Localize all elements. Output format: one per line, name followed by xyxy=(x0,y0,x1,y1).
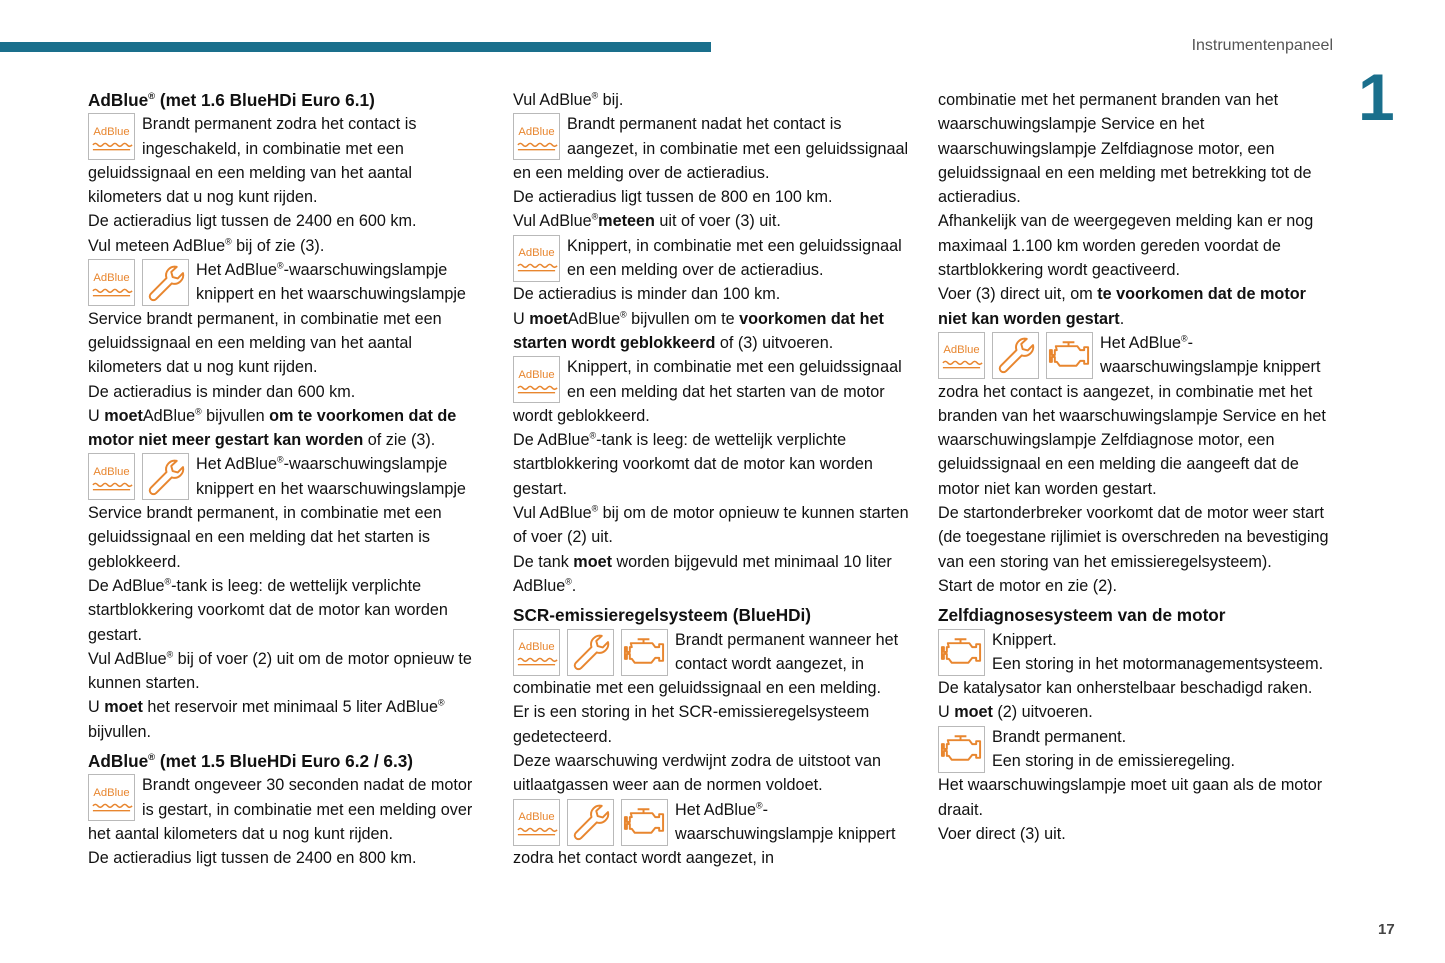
text-run: (met 1.5 BlueHDi Euro 6.2 / 6.3) xyxy=(155,751,414,772)
text-run: -tank is leeg: de wettelijk verplichte startblokkering voorkomt dat de motor kan worden gestart. xyxy=(513,431,873,498)
text-run: (2) uitvoeren. xyxy=(992,703,1093,722)
text-run: De actieradius is minder dan 600 km. xyxy=(88,382,356,401)
registered-mark: ® xyxy=(1181,333,1188,344)
bold-text: om te voorkomen dat de motor niet meer gestart kan worden xyxy=(88,406,457,450)
text-run: De actieradius is minder dan 100 km. xyxy=(513,285,781,304)
text-run: bij of voer (2) uit om de motor opnieuw te kunnen starten. xyxy=(88,649,472,693)
registered-mark: ® xyxy=(620,309,627,319)
registered-mark: ® xyxy=(437,697,445,708)
text-run: De katalysator kan onherstelbaar beschadigd raken. xyxy=(938,679,1313,698)
bold-text: moet xyxy=(529,309,568,328)
adblue-warning-icon xyxy=(88,113,135,160)
adblue-icon-label: AdBlue xyxy=(518,811,555,824)
text-run: Het AdBlue xyxy=(675,800,756,819)
paragraph xyxy=(513,185,911,209)
paragraph xyxy=(938,209,1336,282)
warning-light-entry xyxy=(938,628,1336,677)
warning-light-entry xyxy=(938,331,1336,501)
registered-mark: ® xyxy=(195,406,202,417)
warning-light-icons xyxy=(938,629,985,676)
warning-light-icons xyxy=(88,453,189,500)
text-run: Brandt permanent wanneer het contact wordt aangezet, in combinatie met een geluidssignaal en een melding. xyxy=(513,630,899,698)
warning-light-icons xyxy=(88,113,135,160)
text-run: Brandt permanent nadat het contact is aangezet, in combinatie met een geluidssignaal en een melding over de actieradius. xyxy=(513,115,909,182)
adblue-warning-icon xyxy=(88,453,135,500)
engine-warning-icon xyxy=(621,799,668,846)
text-run: U xyxy=(513,309,530,328)
warning-light-icons xyxy=(513,235,560,282)
text-run: het reservoir met minimaal 5 liter AdBlue xyxy=(142,698,438,717)
paragraph xyxy=(513,88,911,112)
page-number: 17 xyxy=(1378,921,1395,938)
text-run: Brandt permanent zodra het contact is ingeschakeld, in combinatie met een geluidssignaal en een melding van het aantal kilometers dat u nog kunt rijden. xyxy=(88,115,417,207)
paragraph xyxy=(513,282,911,306)
adblue-icon-label: AdBlue xyxy=(518,247,555,260)
text-run: De tank xyxy=(513,552,574,571)
engine-warning-icon xyxy=(938,726,985,773)
paragraph xyxy=(938,676,1336,700)
text-run: De actieradius ligt tussen de 2400 en 800 km. xyxy=(88,849,417,868)
adblue-warning-icon xyxy=(938,332,985,379)
text-run: bijvullen. xyxy=(88,722,151,741)
adblue-icon-label: AdBlue xyxy=(93,271,130,284)
bold-text: moet xyxy=(104,698,143,717)
registered-mark: ® xyxy=(589,430,597,441)
text-run: Het waarschuwingslampje moet uit gaan als de motor draait. xyxy=(938,776,1323,819)
paragraph xyxy=(938,822,1336,846)
text-run: Vul AdBlue xyxy=(88,649,167,668)
paragraph xyxy=(938,282,1336,331)
warning-light-icons xyxy=(513,113,560,160)
text-run: U xyxy=(88,698,105,717)
text-run: bijvullen xyxy=(201,406,270,425)
text-run: Vul AdBlue xyxy=(513,504,592,523)
registered-mark: ® xyxy=(565,576,572,587)
text-run: -waarschuwingslampje knippert en het waarschuwingslampje Service brandt permanent, in combinatie met een geluidssignaal en een melding van het aantal kilometers dat u nog kunt rijden. xyxy=(88,261,466,377)
registered-mark: ® xyxy=(756,799,763,810)
engine-warning-icon xyxy=(621,629,668,676)
warning-light-icons xyxy=(513,629,668,676)
warning-light-icons xyxy=(938,332,1093,379)
text-run: De AdBlue xyxy=(88,576,165,595)
paragraph xyxy=(513,749,911,798)
warning-light-entry xyxy=(88,773,486,846)
registered-mark: ® xyxy=(166,649,174,660)
text-run: -waarschuwingslampje knippert zodra het contact wordt aangezet, in xyxy=(513,800,896,868)
paragraph xyxy=(88,209,486,233)
text-run: Deze waarschuwing verdwijnt zodra de uitstoot van uitlaatgassen weer aan de normen voldoet. xyxy=(513,752,882,795)
paragraph xyxy=(88,574,486,647)
text-run: -waarschuwingslampje knippert en het waarschuwingslampje Service brandt permanent, in combinatie met een geluidssignaal en een melding dat het starten is geblokkeerd. xyxy=(88,455,466,571)
text-run: bij. xyxy=(598,91,624,109)
wrench-warning-icon xyxy=(142,259,189,306)
adblue-icon-label: AdBlue xyxy=(518,368,555,381)
bold-text: te voorkomen dat de motor niet kan worden gestart xyxy=(938,285,1306,328)
text-column-3 xyxy=(938,88,1336,846)
text-run: Het AdBlue xyxy=(196,261,277,280)
adblue-icon-label: AdBlue xyxy=(93,465,130,478)
paragraph xyxy=(513,307,911,356)
text-run: De AdBlue xyxy=(513,431,590,450)
warning-light-entry xyxy=(513,355,911,428)
text-run: bijvullen om te xyxy=(626,309,740,328)
registered-mark: ® xyxy=(591,503,599,514)
text-run: Brandt permanent. xyxy=(992,727,1127,746)
warning-light-entry xyxy=(88,452,486,573)
text-run: Vul AdBlue xyxy=(513,212,592,231)
warning-light-entry xyxy=(513,628,911,701)
warning-light-entry xyxy=(938,725,1336,774)
bold-text: moet xyxy=(954,703,993,722)
section-heading xyxy=(938,603,1336,627)
text-run: Brandt ongeveer 30 seconden nadat de motor is gestart, in combinatie met een melding over het aantal kilometers dat u nog kunt rijden. xyxy=(88,776,473,843)
text-run: combinatie met het permanent branden van het waarschuwingslampje Service en het waarschuwingslampje Zelfdiagnose motor, een geluidssignaal en een melding met betrekking tot de actieradius. xyxy=(938,91,1312,207)
adblue-icon-label: AdBlue xyxy=(518,125,555,138)
text-run: -waarschuwingslampje knippert zodra het contact is aangezet, in combinatie met het branden van het waarschuwingslampje Service en het waarschuwingslampje Zelfdiagnose motor, een geluidssignaal en een melding die aangeeft dat de motor niet kan worden gestart. xyxy=(938,333,1326,498)
bold-text: moet xyxy=(104,406,143,425)
wrench-warning-icon xyxy=(567,799,614,846)
text-run: of (3) uitvoeren. xyxy=(715,333,834,352)
paragraph xyxy=(88,380,486,404)
text-run: Het AdBlue xyxy=(196,455,277,474)
paragraph xyxy=(938,773,1336,822)
text-run: Het AdBlue xyxy=(1100,333,1181,352)
text-run: -tank is leeg: de wettelijk verplichte startblokkering voorkomt dat de motor kan worden gestart. xyxy=(88,576,448,644)
text-run: De actieradius ligt tussen de 800 en 100 km. xyxy=(513,188,833,207)
adblue-icon-label: AdBlue xyxy=(93,125,130,138)
text-run: Er is een storing in het SCR-emissieregelsysteem gedetecteerd. xyxy=(513,703,870,746)
engine-warning-icon xyxy=(938,629,985,676)
engine-warning-icon xyxy=(1046,332,1093,379)
warning-light-icons xyxy=(513,356,560,403)
paragraph xyxy=(88,404,486,453)
text-run: Start de motor en zie (2). xyxy=(938,576,1118,595)
adblue-warning-icon xyxy=(88,259,135,306)
text-run: bij of zie (3). xyxy=(231,236,325,255)
wrench-warning-icon xyxy=(992,332,1039,379)
section-heading xyxy=(88,749,486,773)
text-column-2 xyxy=(513,88,911,871)
paragraph xyxy=(513,209,911,233)
adblue-warning-icon xyxy=(513,629,560,676)
adblue-warning-icon xyxy=(513,235,560,282)
bold-text: voorkomen dat het starten wordt geblokkeerd xyxy=(513,309,884,352)
registered-mark: ® xyxy=(591,90,599,101)
warning-light-entry xyxy=(513,112,911,185)
text-run: Knippert, in combinatie met een geluidssignaal en een melding over de actieradius. xyxy=(567,236,902,280)
bold-text: moet xyxy=(573,552,612,571)
text-run: AdBlue xyxy=(567,309,621,328)
adblue-icon-label: AdBlue xyxy=(93,786,130,799)
text-run: AdBlue xyxy=(142,406,196,425)
text-run: Voer (3) direct uit, om xyxy=(938,285,1098,304)
registered-mark: ® xyxy=(225,236,232,247)
text-column-1 xyxy=(88,88,486,871)
text-run: (met 1.6 BlueHDi Euro 6.1) xyxy=(155,90,375,110)
text-run: U xyxy=(88,406,105,425)
text-run: AdBlue xyxy=(88,751,149,772)
text-run: worden bijgevuld met minimaal 10 liter AdBlue xyxy=(513,552,892,595)
chapter-number: 1 xyxy=(1358,60,1395,134)
text-run: of zie (3). xyxy=(363,431,436,450)
warning-light-icons xyxy=(938,726,985,773)
wrench-warning-icon xyxy=(567,629,614,676)
paragraph xyxy=(513,501,911,550)
text-run: Zelfdiagnosesysteem van de motor xyxy=(938,605,1226,626)
text-run: Vul meteen AdBlue xyxy=(88,236,226,255)
warning-light-entry xyxy=(513,798,911,871)
paragraph xyxy=(88,695,486,744)
text-run: Een storing in de emissieregeling. xyxy=(992,752,1235,771)
registered-mark: ® xyxy=(277,260,284,271)
text-run: SCR-emissieregelsysteem (BlueHDi) xyxy=(513,605,812,626)
adblue-warning-icon xyxy=(513,113,560,160)
registered-mark: ® xyxy=(148,751,156,763)
paragraph xyxy=(938,574,1336,598)
paragraph xyxy=(938,501,1336,574)
adblue-warning-icon xyxy=(513,799,560,846)
registered-mark: ® xyxy=(277,454,284,465)
text-run: U xyxy=(938,703,955,722)
adblue-icon-label: AdBlue xyxy=(943,344,980,357)
bold-text: meteen xyxy=(598,212,655,231)
text-run: Knippert, in combinatie met een geluidssignaal en een melding dat het starten van de motor wordt geblokkeerd. xyxy=(513,358,902,425)
section-heading xyxy=(513,603,911,627)
text-run: Voer direct (3) uit. xyxy=(938,824,1066,843)
paragraph xyxy=(513,428,911,501)
section-title: Instrumentenpaneel xyxy=(1191,37,1333,54)
text-run: . xyxy=(1119,309,1125,328)
text-run: De startonderbreker voorkomt dat de motor weer start (de toegestane rijlimiet is overschreden na bevestiging van een storing van het emissieregelsysteem). xyxy=(938,504,1329,571)
warning-light-icons xyxy=(88,774,135,821)
paragraph xyxy=(88,846,486,870)
registered-mark: ® xyxy=(591,211,599,222)
header-accent-bar xyxy=(0,42,711,52)
text-run: Een storing in het motormanagementsysteem. xyxy=(992,654,1324,673)
registered-mark: ® xyxy=(148,90,156,102)
text-run: Vul AdBlue xyxy=(513,91,592,109)
section-heading xyxy=(88,88,486,112)
warning-light-entry xyxy=(88,258,486,379)
text-run: bij om de motor opnieuw te kunnen starten of voer (2) uit. xyxy=(513,504,909,547)
paragraph xyxy=(938,88,1336,209)
text-run: Knippert. xyxy=(992,630,1057,649)
paragraph xyxy=(938,700,1336,724)
text-run: AdBlue xyxy=(88,90,149,110)
warning-light-icons xyxy=(513,799,668,846)
paragraph xyxy=(88,234,486,258)
text-run: . xyxy=(571,576,577,595)
paragraph xyxy=(513,700,911,749)
text-run: De actieradius ligt tussen de 2400 en 600 km. xyxy=(88,212,417,231)
adblue-warning-icon xyxy=(513,356,560,403)
warning-light-entry xyxy=(88,112,486,209)
paragraph xyxy=(513,550,911,599)
registered-mark: ® xyxy=(164,576,172,587)
text-run: uit of voer (3) uit. xyxy=(654,212,781,231)
paragraph xyxy=(88,647,486,696)
adblue-icon-label: AdBlue xyxy=(518,641,555,654)
text-run: Afhankelijk van de weergegeven melding kan er nog maximaal 1.100 km worden gereden voordat de startblokkering wordt geactiveerd. xyxy=(938,212,1314,280)
warning-light-entry xyxy=(513,234,911,283)
warning-light-icons xyxy=(88,259,189,306)
wrench-warning-icon xyxy=(142,453,189,500)
adblue-warning-icon xyxy=(88,774,135,821)
